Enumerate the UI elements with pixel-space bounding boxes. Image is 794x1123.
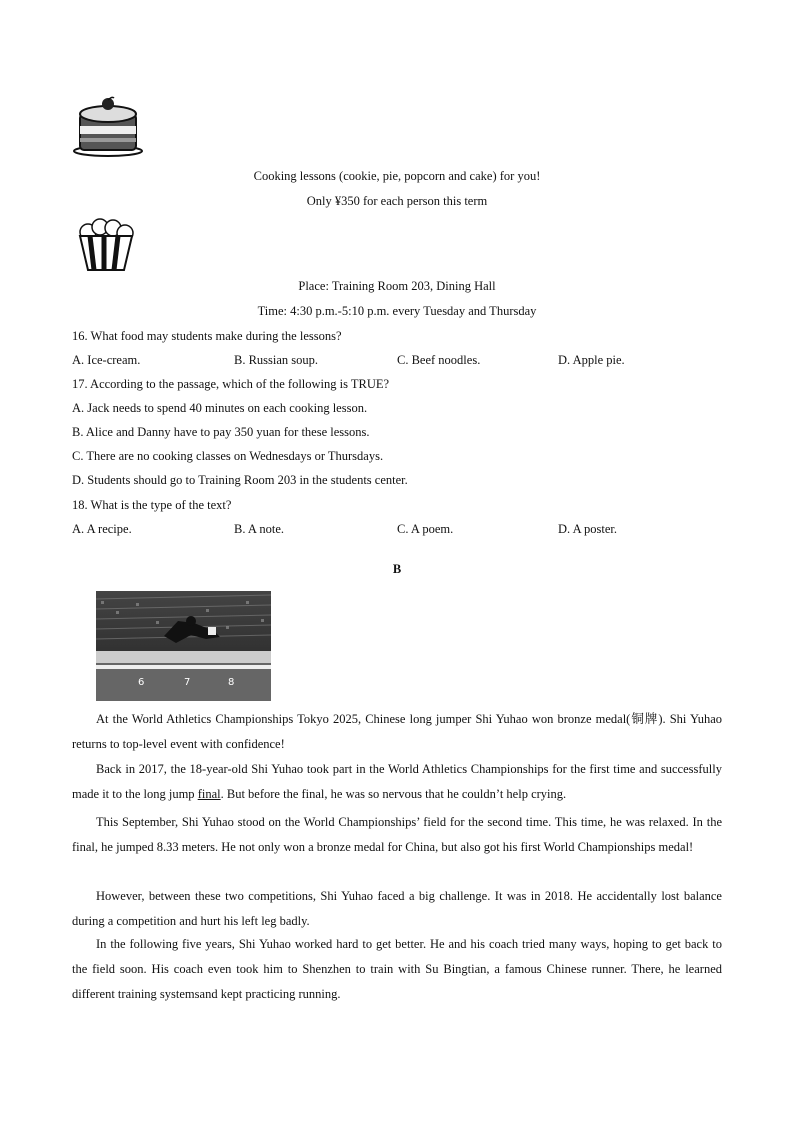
svg-text:8: 8 xyxy=(228,677,235,688)
question-16-option-b[interactable]: B. Russian soup. xyxy=(234,353,319,367)
long-jump-photo xyxy=(96,591,271,701)
ad-time: Time: 4:30 p.m.-5:10 p.m. every Tuesday and Thursday xyxy=(257,304,537,318)
question-16-option-a[interactable]: A. Ice-cream. xyxy=(72,353,141,367)
question-16-option-d[interactable]: D. Apple pie. xyxy=(558,353,625,367)
question-16-stem: 16. What food may students make during the lessons? xyxy=(72,329,342,343)
question-17-option-c[interactable]: C. There are no cooking classes on Wednesdays or Thursdays. xyxy=(72,449,384,463)
svg-text:7: 7 xyxy=(184,677,191,688)
cake-icon xyxy=(72,96,144,160)
question-17-stem: 17. According to the passage, which of the following is TRUE? xyxy=(72,377,390,391)
section-b-heading: B xyxy=(392,562,402,576)
paragraph-2 xyxy=(72,757,722,807)
question-18-option-d[interactable]: D. A poster. xyxy=(558,522,618,536)
svg-text:6: 6 xyxy=(138,677,145,688)
paragraph-4 xyxy=(72,884,722,934)
question-17-option-a[interactable]: A. Jack needs to spend 40 minutes on each cooking lesson. xyxy=(72,401,368,415)
question-17-option-b[interactable]: B. Alice and Danny have to pay 350 yuan for these lessons. xyxy=(72,425,370,439)
paragraph-5-text: In the following five years, Shi Yuhao worked hard to get better. He and his coach tried many ways, hoping to get back to the field soon. His coach even took him to Shenzhen to train with Su Bingtian, a famous Chinese runner. There, he learned different training systemsand kept practicing running. xyxy=(72,937,722,1001)
underlined-word-final: final xyxy=(197,787,221,801)
paragraph-5 xyxy=(72,932,722,1007)
ad-place: Place: Training Room 203, Dining Hall xyxy=(298,279,496,293)
question-16-option-c[interactable]: C. Beef noodles. xyxy=(397,353,481,367)
question-18-stem: 18. What is the type of the text? xyxy=(72,498,232,512)
paragraph-3-text: This September, Shi Yuhao stood on the World Championships’ field for the second time. This time, he was relaxed. In the final, he jumped 8.33 meters. He not only won a bronze medal for China, but also got his first World Championships medal! xyxy=(72,815,722,854)
paragraph-1 xyxy=(72,707,722,757)
ad-price: Only ¥350 for each person this term xyxy=(306,194,488,208)
ad-title: Cooking lessons (cookie, pie, popcorn and cake) for you! xyxy=(253,169,541,183)
question-18-option-b[interactable]: B. A note. xyxy=(234,522,285,536)
paragraph-4-text: However, between these two competitions, Shi Yuhao faced a big challenge. It was in 2018. He accidentally lost balance during a competition and hurt his left leg badly. xyxy=(72,889,722,928)
paragraph-2-text-before: Back in 2017, the 18-year-old Shi Yuhao took part in the World Athletics Championships for the first time and successfully made it to the long jump xyxy=(72,762,722,801)
question-18-option-c[interactable]: C. A poem. xyxy=(397,522,454,536)
paragraph-1-text: At the World Athletics Championships Tokyo 2025, Chinese long jumper Shi Yuhao won bronze medal(铜牌). Shi Yuhao returns to top-level event with confidence! xyxy=(72,712,722,751)
popcorn-icon xyxy=(74,218,138,272)
paragraph-2-text-after: . But before the final, he was so nervous that he couldn’t help crying. xyxy=(220,787,567,801)
paragraph-3 xyxy=(72,810,722,860)
question-18-option-a[interactable]: A. A recipe. xyxy=(72,522,132,536)
question-17-option-d[interactable]: D. Students should go to Training Room 203 in the students center. xyxy=(72,473,408,487)
